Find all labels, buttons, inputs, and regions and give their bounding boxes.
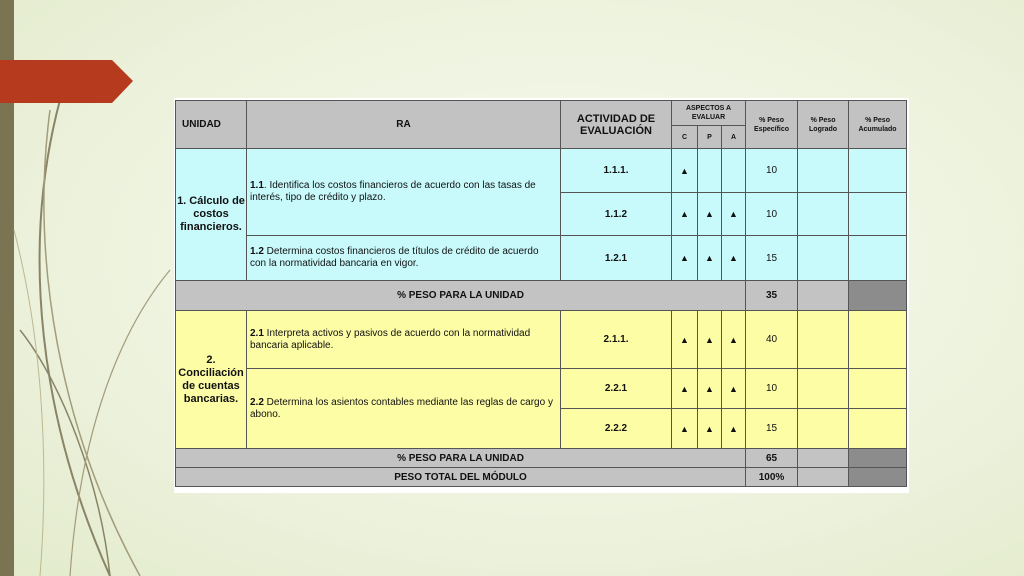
table-row-activity: 2.2.2 <box>561 409 672 449</box>
peso-logrado-cell[interactable] <box>798 409 849 449</box>
peso-logrado-cell[interactable] <box>798 193 849 236</box>
table-row-activity: 2.1.1. <box>561 311 672 369</box>
triangle-icon: ▲ <box>698 193 722 236</box>
peso-acumulado-cell[interactable] <box>849 369 907 409</box>
unit2-subtotal-label: % PESO PARA LA UNIDAD <box>176 449 746 468</box>
total-logrado <box>798 468 849 487</box>
table-row-activity: 1.1.1. <box>561 149 672 193</box>
triangle-icon: ▲ <box>698 311 722 369</box>
peso-acumulado-cell[interactable] <box>849 193 907 236</box>
peso-acumulado-cell[interactable] <box>849 236 907 281</box>
evaluation-table-container <box>174 98 909 493</box>
unit1-subtotal-logrado <box>798 281 849 311</box>
unit1-subtotal-label: % PESO PARA LA UNIDAD <box>176 281 746 311</box>
unit2-ra1 <box>247 311 561 369</box>
triangle-icon <box>698 149 722 193</box>
triangle-icon: ▲ <box>672 236 698 281</box>
triangle-icon: ▲ <box>698 369 722 409</box>
header-ra: RA <box>247 101 561 149</box>
header-peso-especifico: % Peso Específico <box>746 101 798 149</box>
header-c: C <box>672 126 698 149</box>
peso-especifico: 15 <box>746 409 798 449</box>
triangle-icon: ▲ <box>722 409 746 449</box>
header-peso-logrado: % Peso Logrado <box>798 101 849 149</box>
triangle-icon: ▲ <box>698 409 722 449</box>
unit1-ra2 <box>247 236 561 281</box>
peso-logrado-cell[interactable] <box>798 236 849 281</box>
unit1-ra2-num: 1.2 <box>250 246 264 257</box>
unit2-subtotal-acumulado <box>849 449 907 468</box>
triangle-icon: ▲ <box>722 193 746 236</box>
peso-especifico: 40 <box>746 311 798 369</box>
header-aspectos: ASPECTOS A EVALUAR <box>672 101 746 126</box>
unit2-subtotal-value: 65 <box>746 449 798 468</box>
unit1-ra2-text: Determina costos financieros de títulos de crédito de acuerdo con la normatividad bancaria en vigor. <box>250 246 539 269</box>
header-actividad: ACTIVIDAD DE EVALUACIÓN <box>561 101 672 149</box>
unit1-subtotal-value: 35 <box>746 281 798 311</box>
header-a: A <box>722 126 746 149</box>
triangle-icon: ▲ <box>672 369 698 409</box>
unit2-ra2 <box>247 369 561 449</box>
triangle-icon: ▲ <box>698 236 722 281</box>
unit2-ra1-text: Interpreta activos y pasivos de acuerdo con la normatividad bancaria aplicable. <box>250 327 531 351</box>
triangle-icon: ▲ <box>722 311 746 369</box>
unit1-subtotal-acumulado <box>849 281 907 311</box>
triangle-icon <box>722 149 746 193</box>
table-row-activity: 1.2.1 <box>561 236 672 281</box>
peso-especifico: 10 <box>746 149 798 193</box>
unit2-ra2-num: 2.2 <box>250 396 264 408</box>
unit1-name: 1. Cálculo de costos financieros. <box>176 149 247 281</box>
triangle-icon: ▲ <box>672 149 698 193</box>
total-acumulado <box>849 468 907 487</box>
header-p: P <box>698 126 722 149</box>
unit2-ra1-num: 2.1 <box>250 327 264 339</box>
header-unidad: UNIDAD <box>176 101 247 149</box>
peso-acumulado-cell[interactable] <box>849 149 907 193</box>
triangle-icon: ▲ <box>672 409 698 449</box>
peso-especifico: 10 <box>746 369 798 409</box>
peso-especifico: 10 <box>746 193 798 236</box>
evaluation-table <box>175 100 907 487</box>
unit1-ra1 <box>247 149 561 236</box>
accent-arrow-tab <box>0 60 133 103</box>
header-peso-acumulado: % Peso Acumulado <box>849 101 907 149</box>
peso-logrado-cell[interactable] <box>798 369 849 409</box>
peso-logrado-cell[interactable] <box>798 311 849 369</box>
unit2-subtotal-logrado <box>798 449 849 468</box>
table-row-activity: 1.1.2 <box>561 193 672 236</box>
table-row-activity: 2.2.1 <box>561 369 672 409</box>
triangle-icon: ▲ <box>722 369 746 409</box>
peso-logrado-cell[interactable] <box>798 149 849 193</box>
peso-acumulado-cell[interactable] <box>849 311 907 369</box>
unit1-ra1-text: . Identifica los costos financieros de acuerdo con las tasas de interés, tipo de crédito y plazo. <box>250 180 536 203</box>
unit2-ra2-text: Determina los asientos contables mediante las reglas de cargo y abono. <box>250 396 553 420</box>
triangle-icon: ▲ <box>722 236 746 281</box>
unit2-name: 2. Conciliación de cuentas bancarias. <box>176 311 247 449</box>
peso-especifico: 15 <box>746 236 798 281</box>
total-label: PESO TOTAL DEL MÓDULO <box>176 468 746 487</box>
triangle-icon: ▲ <box>672 193 698 236</box>
total-value: 100% <box>746 468 798 487</box>
unit1-ra1-num: 1.1 <box>250 180 264 191</box>
peso-acumulado-cell[interactable] <box>849 409 907 449</box>
triangle-icon: ▲ <box>672 311 698 369</box>
